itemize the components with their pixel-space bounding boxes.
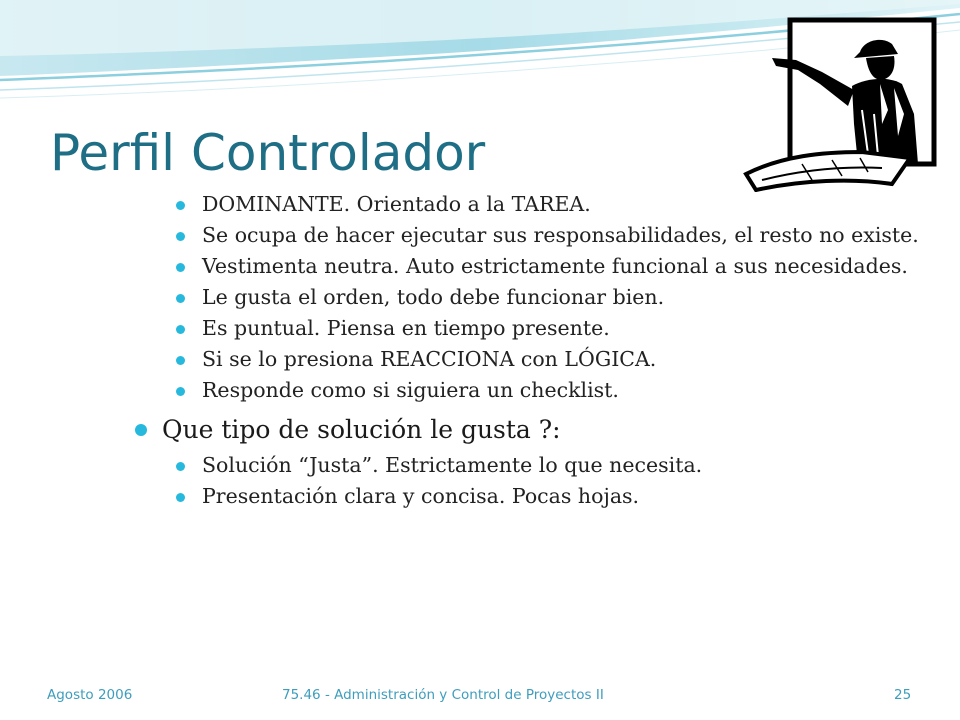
list-item: Es puntual. Piensa en tiempo presente.	[202, 316, 920, 347]
list-item: Se ocupa de hacer ejecutar sus responsabilidades, el resto no existe.	[202, 223, 920, 254]
bullet-list	[0, 192, 960, 515]
slide-title: Perfil Controlador	[50, 124, 486, 182]
list-item: Solución “Justa”. Estrictamente lo que necesita.	[202, 453, 920, 484]
footer-date: Agosto 2006	[47, 687, 133, 703]
footer-course: 75.46 - Administración y Control de Proyectos II	[282, 687, 604, 703]
list-item: Presentación clara y concisa. Pocas hojas.	[202, 484, 920, 515]
list-item: DOMINANTE. Orientado a la TAREA.	[202, 192, 920, 223]
list-item: Vestimenta neutra. Auto estrictamente funcional a sus necesidades.	[202, 254, 920, 285]
list-item: Le gusta el orden, todo debe funcionar bien.	[202, 285, 920, 316]
list-item-heading: Que tipo de solución le gusta ?:	[162, 409, 920, 453]
list-item: Responde como si siguiera un checklist.	[202, 378, 920, 409]
list-item: Si se lo presiona REACCIONA con LÓGICA.	[202, 347, 920, 378]
supervisor-pointing-clipart	[742, 14, 942, 192]
footer-page-number: 25	[894, 687, 912, 703]
